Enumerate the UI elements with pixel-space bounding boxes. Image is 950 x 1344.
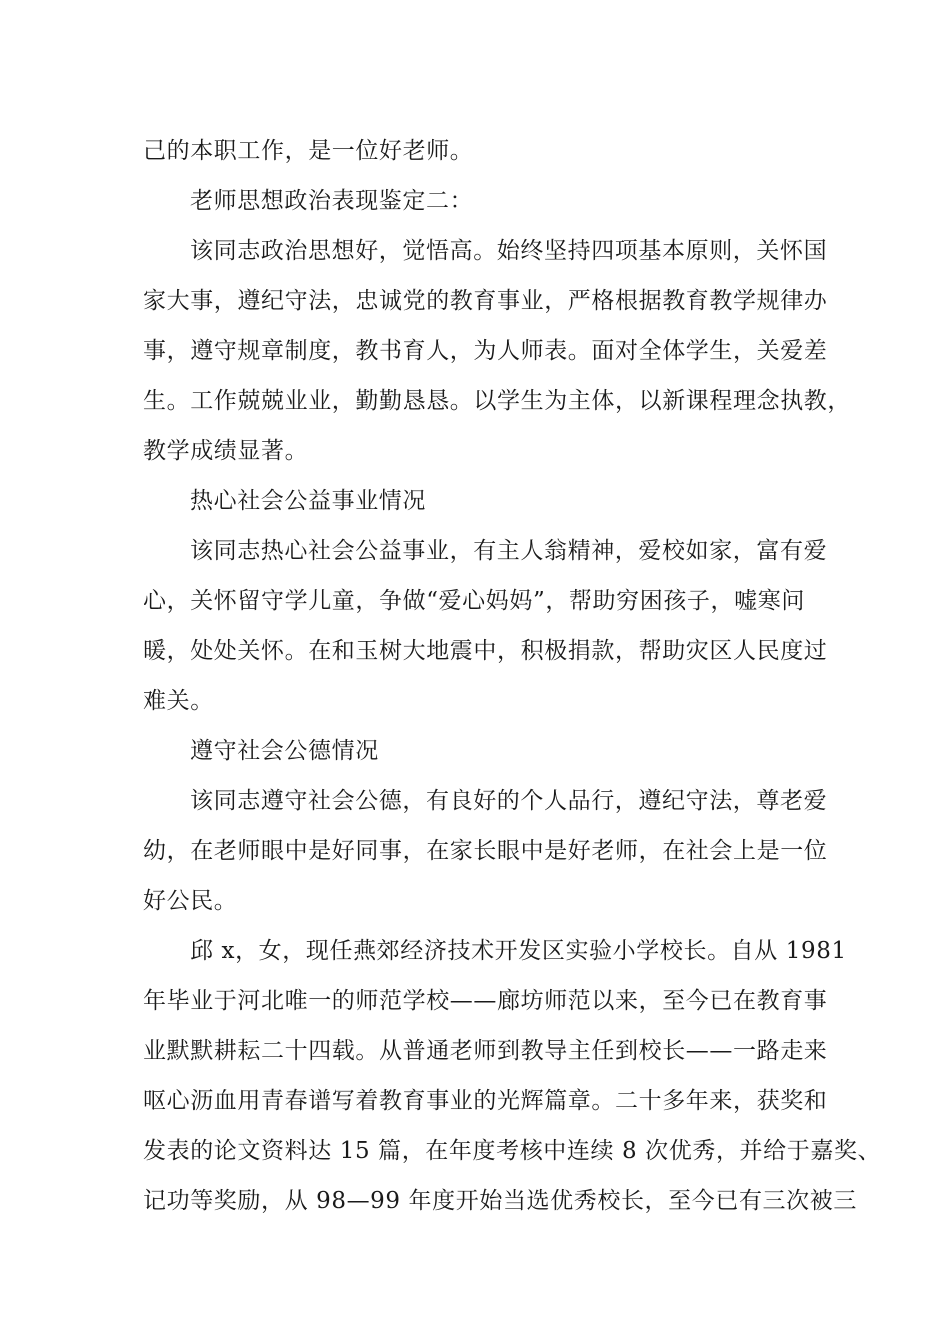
section-heading: 遵守社会公德情况 [190, 738, 379, 764]
text-line: 业默默耕耘二十四载。从普通老师到教导主任到校长——一路走来 [143, 1038, 828, 1064]
section-heading: 老师思想政治表现鉴定二： [190, 188, 474, 214]
text-line: 生。工作兢兢业业，勤勤恳恳。以学生为主体，以新课程理念执教， [143, 388, 851, 414]
text-line: 好公民。 [143, 888, 238, 914]
text-line: 该同志热心社会公益事业，有主人翁精神，爱校如家，富有爱 [190, 538, 828, 564]
text-line: 心，关怀留守学儿童，争做“爱心妈妈”，帮助穷困孩子，嘘寒问 [143, 588, 805, 614]
text-line: 邱 x，女，现任燕郊经济技术开发区实验小学校长。自从 1981 [190, 938, 847, 964]
text-line: 教学成绩显著。 [143, 438, 309, 464]
text-line: 呕心沥血用青春谱写着教育事业的光辉篇章。二十多年来，获奖和 [143, 1088, 828, 1114]
text-line: 家大事，遵纪守法，忠诚党的教育事业，严格根据教育教学规律办 [143, 288, 828, 314]
text-line: 记功等奖励，从 98—99 年度开始当选优秀校长，至今已有三次被三 [143, 1188, 857, 1214]
text-line: 幼，在老师眼中是好同事，在家长眼中是好老师，在社会上是一位 [143, 838, 828, 864]
text-line: 暖，处处关怀。在和玉树大地震中，积极捐款，帮助灾区人民度过 [143, 638, 828, 664]
text-line: 该同志政治思想好，觉悟高。始终坚持四项基本原则，关怀国 [190, 238, 828, 264]
section-heading: 热心社会公益事业情况 [190, 488, 426, 514]
text-line: 该同志遵守社会公德，有良好的个人品行，遵纪守法，尊老爱 [190, 788, 828, 814]
text-line: 发表的论文资料达 15 篇，在年度考核中连续 8 次优秀，并给于嘉奖、 [143, 1138, 882, 1164]
text-line: 年毕业于河北唯一的师范学校——廊坊师范以来，至今已在教育事 [143, 988, 828, 1014]
text-line: 事，遵守规章制度，教书育人，为人师表。面对全体学生，关爱差 [143, 338, 828, 364]
text-line: 难关。 [143, 688, 214, 714]
text-line: 己的本职工作，是一位好老师。 [143, 138, 474, 164]
